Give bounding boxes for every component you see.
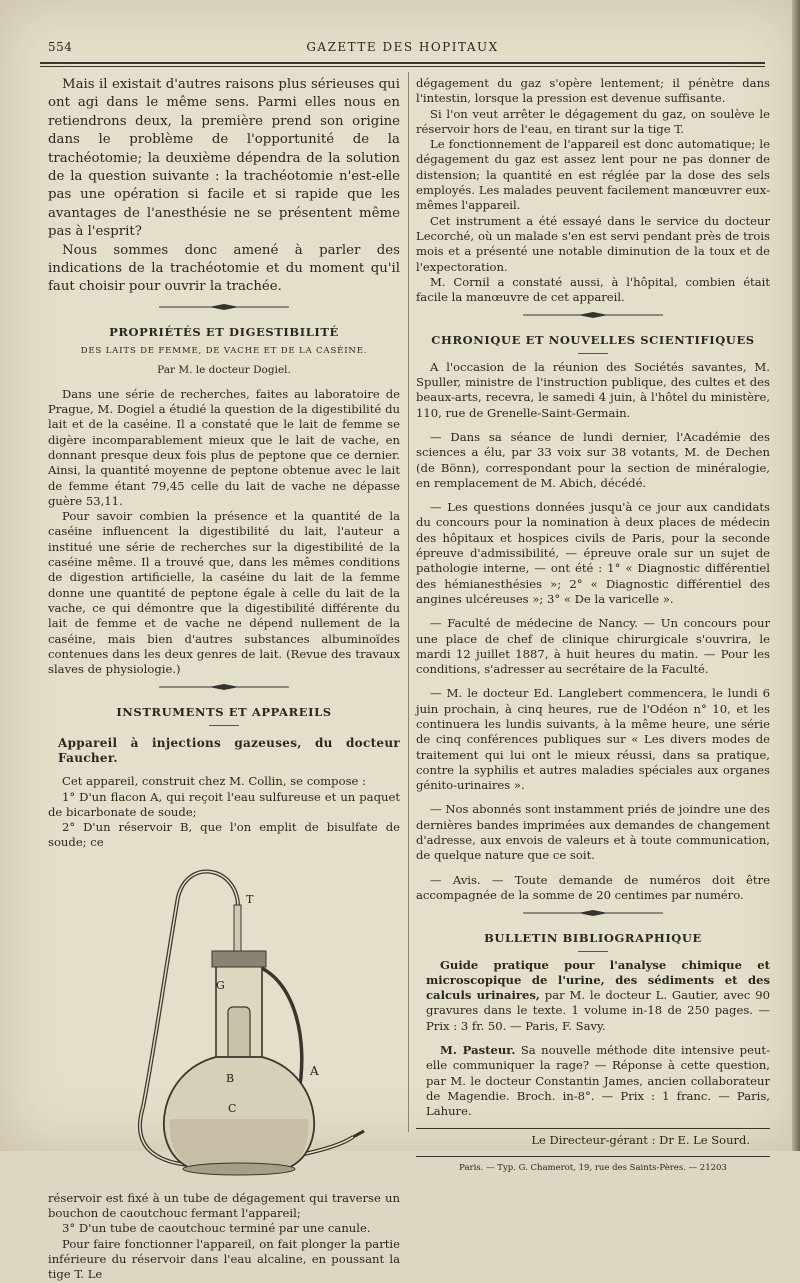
footer-rule [416, 1156, 770, 1157]
printer-imprint: Paris. — Typ. G. Chamerot, 19, rue des Saints-Pères. — 21203 [459, 1162, 727, 1173]
paragraph: M. Cornil a constaté aussi, à l'hôpital, combien était facile la manœuvre de cet appareil. [416, 274, 770, 305]
left-column [48, 76, 400, 1283]
footer-rule [416, 1128, 770, 1129]
right-column [416, 76, 770, 1176]
paragraph: — Faculté de médecine de Nancy. — Un concours pour une place de chef de clinique chirurgicale s'ouvrira, le mardi 12 juillet 1887, à huit heures du matin. — Pour les conditions, s'adresser au secrétaire de la Faculté. [416, 616, 770, 677]
label-g: G [216, 978, 225, 992]
paragraph: — Les questions données jusqu'à ce jour aux candidats du concours pour la nomination à deux places de médecin des hôpitaux et hospices civils de Paris, pour la seconde épreuve d'admissibilité, — épreuve orale sur un sujet de pathologie interne, — ont été : 1° « Diagnostic différentiel des hémianesthésies »; 2° « Diagnostic différentiel des angines ulcéreuses »; 3° « De la varicelle ». [416, 500, 770, 606]
paragraph: dégagement du gaz s'opère lentement; il pénètre dans l'intestin, lorsque la pression est devenue suffisante. [416, 76, 770, 106]
paragraph: Nous sommes donc amené à parler des indications de la trachéotomie et du moment qu'il faut choisir pour ouvrir la trachée. [48, 242, 400, 295]
bibliography-entry [416, 958, 770, 1034]
section-title: INSTRUMENTS ET APPAREILS [116, 705, 332, 720]
entry-details: Sa nouvelle méthode dite intensive peut-elle communiquer la rage? — Réponse à cette question, par M. le docteur Constantin James, ancien collaborateur de Magendie. Broch. in-8°. — Prix : 1 franc. — Paris, Lahure. [426, 1043, 771, 1119]
paragraph: 3° D'un tube de caoutchouc terminé par une canule. [62, 1221, 371, 1236]
section-title: CHRONIQUE ET NOUVELLES SCIENTIFIQUES [431, 333, 755, 348]
short-rule [578, 353, 608, 354]
page-edge [792, 0, 800, 1151]
paragraph: 2° D'un réservoir B, que l'on emplit de bisulfate de soude; ce [48, 820, 400, 850]
section-ornament [48, 677, 400, 697]
apparatus-figure [48, 857, 400, 1187]
paragraph: — M. le docteur Ed. Langlebert commencera, le lundi 6 juin prochain, à cinq heures, rue de l'Odéon n° 10, et les continuera les lundis suivants, à la même heure, une série de cinq conférences publiques sur « Les divers modes de traitement qui lui ont le mieux réussi, dans sa pratique, contre la syphilis et autres maladies spéciales aux organes génito-urinaires ». [416, 686, 770, 793]
paragraph: Pour savoir combien la présence et la quantité de la caséine influencent la digestibilité du lait, l'auteur a institué une série de recherches sur la digestibilité de la caséine même. Il a trouvé que, dans les mêmes conditions de digestion artificielle, la caséine du lait de la femme donne une quantité de peptone égale à celle du lait de la vache, ce qui démontre que la digestibilité différente du lait de femme et de vache ne dépend nullement de la caséine, mais bien d'autres substances albuminoïdes contenues dans les deux genres de lait. (Revue des travaux slaves de physiologie.) [48, 509, 400, 677]
byline: Par M. le docteur Dogiel. [157, 364, 291, 377]
section-ornament [48, 297, 400, 317]
section-ornament [416, 305, 770, 325]
paragraph: Cet appareil, construit chez M. Collin, se compose : [62, 774, 366, 789]
paragraph: Si l'on veut arrêter le dégagement du gaz, on soulève le réservoir hors de l'eau, en tirant sur la tige T. [416, 106, 770, 136]
paragraph: Cet instrument a été essayé dans le service du docteur Lecorché, où un malade s'en est servi pendant près de trois mois et a présenté une notable diminution de la toux et de l'expectoration. [416, 213, 770, 274]
paragraph: — Dans sa séance de lundi dernier, l'Académie des sciences a élu, par 33 voix sur 38 votants, M. de Dechen (de Bönn), correspondant pour la section de minéralogie, en remplacement de M. Abich, décédé. [416, 429, 770, 490]
entry-details: par M. le docteur L. Gautier, avec 90 gravures dans le texte. 1 volume in-18 de 250 pages. — Prix : 3 fr. 50. — Paris, F. Savy. [426, 988, 770, 1033]
page-header [40, 40, 765, 58]
paragraph: — Nos abonnés sont instamment priés de joindre une des dernières bandes imprimées aux demandes de changement d'adresse, aux envois de valeurs et à toute communication, de quelque nature que ce soit. [416, 802, 770, 863]
page-number: 554 [48, 40, 73, 54]
paragraph: — Avis. — Toute demande de numéros doit être accompagnée de la somme de 20 centimes par numéro. [416, 872, 770, 902]
ornament-rule-icon [159, 683, 289, 691]
entry-title: M. Pasteur. [440, 1043, 516, 1058]
label-a: A [310, 1063, 319, 1078]
paragraph: Dans une série de recherches, faites au laboratoire de Prague, M. Dogiel a étudié la question de la digestibilité du lait et de la caséine. Il a constaté que le lait de femme se digère incomparablement mieux que le lait de vache, en donnant presque deux fois plus de peptone que ce dernier. Ainsi, la quantité moyenne de peptone obtenue avec le lait de femme étant 79,45 celle du lait de vache ne dépasse guère 53,11. [48, 386, 400, 508]
ornament-rule-icon [523, 311, 663, 319]
paragraph: Pour faire fonctionner l'appareil, on fait plonger la partie inférieure du réservoir dans l'eau alcaline, en poussant la tige T. Le [48, 1236, 400, 1282]
label-t: T [246, 892, 254, 906]
entry-title: Guide pratique pour l'analyse chimique et microscopique de l'urine, des sédiments et des calculs urinaires, [426, 957, 770, 1003]
paragraph: A l'occasion de la réunion des Sociétés savantes, M. Spuller, ministre de l'instruction publique, des cultes et des beaux-arts, recevra, le samedi 4 juin, à l'hôtel du ministère, 110, rue de Grenelle-Saint-Germain. [416, 359, 770, 420]
label-c: C [228, 1101, 237, 1115]
bibliography-entry [416, 1043, 770, 1119]
section-title: BULLETIN BIBLIOGRAPHIQUE [484, 931, 702, 946]
director-signature: Le Directeur-gérant : Dr E. Le Sourd. [531, 1132, 750, 1147]
short-rule [209, 725, 239, 726]
journal-title: GAZETTE DES HOPITAUX [306, 40, 499, 54]
section-ornament [416, 903, 770, 923]
section-title: PROPRIÉTÉS ET DIGESTIBILITÉ [109, 324, 339, 339]
intro-text [48, 76, 400, 297]
paragraph: Le fonctionnement de l'appareil est donc automatique; le dégagement du gaz est assez lent pour ne pas donner de distension; la quantité en est réglée par la dose des sels employés. Les malades peuvent facilement manœuvrer eux-mêmes l'appareil. [416, 137, 770, 213]
paragraph: 1° D'un flacon A, qui reçoit l'eau sulfureuse et un paquet de bicarbonate de soude; [48, 789, 400, 819]
ornament-rule-icon [523, 909, 663, 917]
paragraph: réservoir est fixé à un tube de dégagement qui traverse un bouchon de caoutchouc fermant l'appareil; [48, 1190, 400, 1221]
article-title: Appareil à injections gazeuses, du docteur Faucher. [58, 735, 400, 765]
label-b: B [226, 1071, 235, 1085]
section-subtitle: DES LAITS DE FEMME, DE VACHE ET DE LA CASÉINE. [80, 346, 368, 357]
injection-apparatus-illustration [48, 857, 400, 1187]
column-divider [408, 72, 409, 1132]
header-rule [40, 62, 765, 64]
short-rule [578, 951, 608, 952]
ornament-rule-icon [159, 303, 289, 311]
header-rule-thin [40, 66, 765, 67]
paragraph: Mais il existait d'autres raisons plus sérieuses qui ont agi dans le même sens. Parmi elles nous en retiendrons deux, la première prend son origine dans le problème de l'opportunité de la trachéotomie; la deuxième dépendra de la solution de la question suivante : la trachéotomie n'est-elle pas une opération si facile et si rapide que les avantages de l'anesthésie ne se présentent même pas à l'esprit? [48, 77, 400, 240]
